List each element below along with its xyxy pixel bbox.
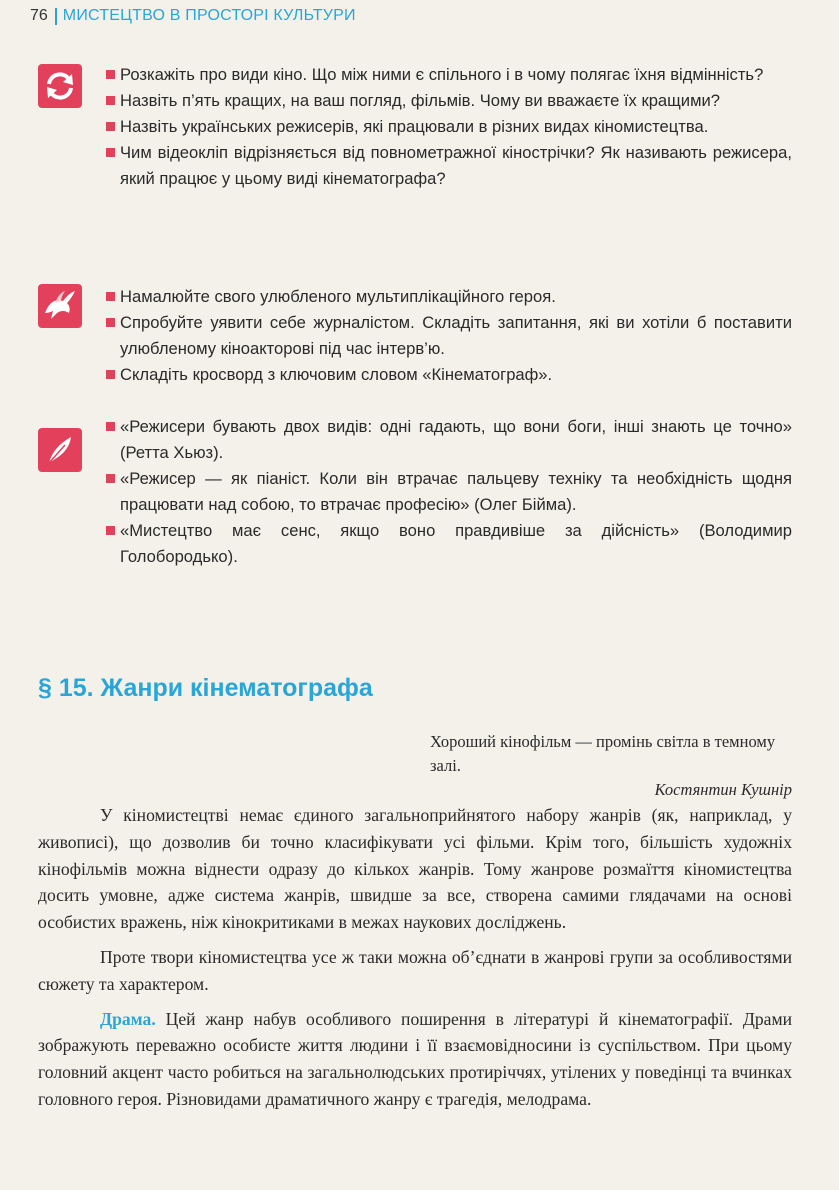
bullet-square xyxy=(106,474,115,483)
list-item: Розкажіть про види кіно. Що між ними є спільного і в чому полягає їхня відмінність? xyxy=(120,62,792,88)
bullet-square xyxy=(106,292,115,301)
list-item: «Режисер — як піаніст. Коли він втрачає пальцеву техніку та необхідність щодня працювати над собою, то втрачає професію» (Олег Бійма). xyxy=(120,466,792,518)
paragraph-text: Цей жанр набув особливого поширення в літературі й кінематографії. Драми зображують переважно особисте життя людини і її взаємовідносини із суспільством. При цьому головний акцент часто робиться на загальнолюдських протиріччях, утілених у поведінці та вчинках головного героя. Різновидами драматичного жанру є трагедія, мелодрама. xyxy=(38,1008,792,1109)
epigraph: Хороший кінофільм — промінь світла в темному залі. xyxy=(430,732,776,775)
list-item: «Мистецтво має сенс, якщо воно правдивіше за дійсність» (Володимир Голобородько). xyxy=(120,518,792,570)
bullet-square xyxy=(106,318,115,327)
term-drama: Драма. xyxy=(100,1008,156,1029)
page-number: 76 xyxy=(30,7,48,24)
list-item: Чим відеокліп відрізняється від повнометражної кінострічки? Як називають режисера, який працює у цьому виді кінематографа? xyxy=(120,140,792,192)
creative-tasks-list xyxy=(120,284,792,388)
bullet-square xyxy=(106,422,115,431)
bullet-square xyxy=(106,526,115,535)
paragraph xyxy=(38,1006,792,1113)
section-title: § 15. Жанри кінематографа xyxy=(38,674,373,702)
bullet-square xyxy=(106,370,115,379)
bullet-square xyxy=(106,148,115,157)
running-title: МИСТЕЦТВО В ПРОСТОРІ КУЛЬТУРИ xyxy=(62,7,356,24)
refresh-cycle-icon xyxy=(38,64,82,108)
questions-list xyxy=(120,62,792,192)
list-item: Складіть кросворд з ключовим словом «Кінематограф». xyxy=(120,362,792,388)
paragraph: У кіномистецтві немає єдиного загальноприйнятого набору жанрів (як, наприклад, у живописі), що дозволив би точно класифікувати усі фільми. Крім того, більшість художніх кінофільмів можна віднести одразу до кількох жанрів. Тому жанрове розмаїття кіномистецтва досить умовне, адже система жанрів, швидше за все, створена самими глядачами на основі особистих вражень, ніж кінокритиками в межах наукових досліджень. xyxy=(38,805,792,933)
epigraph-author: Костянтин Кушнір xyxy=(654,780,792,799)
list-item: Назвіть п’ять кращих, на ваш погляд, фільмів. Чому ви вважаєте їх кращими? xyxy=(120,88,792,114)
bullet-square xyxy=(106,96,115,105)
list-item: Назвіть українських режисерів, які працювали в різних видах кіномистецтва. xyxy=(120,114,792,140)
header-divider xyxy=(55,8,57,25)
pegasus-icon xyxy=(38,284,82,328)
paragraph: Проте твори кіномистецтва усе ж таки можна об’єднати в жанрові групи за особливостями сюжету та характером. xyxy=(38,946,792,994)
running-header xyxy=(30,4,356,28)
quotes-list xyxy=(120,414,792,570)
list-item: Намалюйте свого улюбленого мультиплікаційного героя. xyxy=(120,284,792,310)
list-item: Спробуйте уявити себе журналістом. Складіть запитання, які ви хотіли б поставити улюбленому кіноакторові під час інтерв’ю. xyxy=(120,310,792,362)
bullet-square xyxy=(106,70,115,79)
section-body xyxy=(38,802,792,1113)
quill-feather-icon xyxy=(38,428,82,472)
bullet-square xyxy=(106,122,115,131)
list-item: «Режисери бувають двох видів: одні гадають, що вони боги, інші знають це точно» (Ретта Хьюз). xyxy=(120,414,792,466)
